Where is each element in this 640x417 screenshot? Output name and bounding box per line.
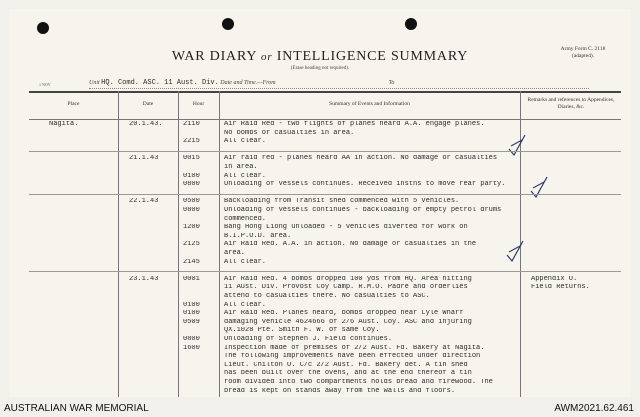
cell-summary: Unloading of Stephen J. Field continues. <box>224 336 393 343</box>
cell-summary: All clear. <box>224 301 267 309</box>
cell-hour: 2110 <box>183 121 200 128</box>
header-summary: Summary of Events and Information <box>329 101 410 107</box>
row-separator <box>29 271 621 272</box>
cell-hour: 0800 <box>183 336 200 343</box>
to-label: To <box>388 80 395 86</box>
check-mark-icon <box>529 175 549 199</box>
table-row <box>29 250 621 258</box>
table-row <box>29 121 621 129</box>
table-row <box>29 379 621 387</box>
table-row <box>29 293 621 301</box>
cell-hour: 2215 <box>183 138 200 146</box>
table-row <box>29 310 621 318</box>
table-row <box>29 207 621 215</box>
cell-date: 23.1.43 <box>129 275 159 283</box>
cell-summary: damaging vehicle 4624666 of 2/6 Aust. Coy. ASC and injuring <box>224 318 472 326</box>
cell-summary: Air Raid Red - two flights of planes heard A.A. engage planes. <box>224 121 485 128</box>
unit-line <box>89 79 589 89</box>
cell-summary: has been built over the ovens, and at the end thereof a tin <box>224 370 472 378</box>
cell-summary: Air Raid Red. A.A. in action. No damage or casualties in the <box>224 241 477 249</box>
punch-hole-center <box>222 18 234 30</box>
check-mark-icon <box>505 239 525 263</box>
table-row <box>29 388 621 396</box>
cell-summary: commenced. <box>224 215 267 223</box>
form-identifier <box>544 46 622 60</box>
cell-remarks: Appendix O. <box>531 275 578 283</box>
form-id-line2: (adapted). <box>571 53 595 59</box>
form-title <box>9 49 631 65</box>
cell-summary: QX.1028 Pte. Smith F. W. of same Coy. <box>224 327 380 335</box>
diary-page <box>9 9 631 397</box>
cell-summary: The following improvements have been effected under direction <box>224 353 481 361</box>
table-row <box>29 319 621 327</box>
table-row <box>29 302 621 310</box>
cell-summary: Bang Hong Liong unloaded - 5 vehicles diverted for work on <box>224 224 468 232</box>
cell-summary: bread is kept on stands away from the walls and floors. <box>224 387 456 395</box>
cell-hour: 0001 <box>183 275 200 283</box>
cell-hour: 1600 <box>183 344 200 352</box>
table-row <box>29 370 621 378</box>
title-rest: INTELLIGENCE SUMMARY <box>276 49 469 64</box>
cell-summary: Air raid red - planes heard AA in action. No damage or casualties <box>224 155 498 163</box>
cell-hour: 0800 <box>183 207 200 214</box>
table-row <box>29 276 621 284</box>
table-row <box>29 353 621 361</box>
table-row <box>29 259 621 267</box>
table-row <box>29 284 621 292</box>
cell-hour: 2125 <box>183 241 200 249</box>
cell-remarks: Field Returns. <box>531 284 590 292</box>
title-or: or <box>261 51 273 63</box>
punch-hole-right <box>405 18 417 30</box>
cell-summary: Inspection made of premises of 2/2 Aust. Fd. Bakery at Nagita. <box>224 344 485 352</box>
form-id-line1: Army Form C. 2118 <box>560 46 606 52</box>
table-row <box>29 164 621 172</box>
cell-summary: Lieut. Chilton O. C/c 2/2 Aust. Fd. Bakery det. A tin shed <box>224 361 468 369</box>
cell-date: 22.1.43 <box>129 198 159 206</box>
diary-table <box>29 91 621 397</box>
table-row <box>29 241 621 249</box>
title-main: WAR DIARY <box>171 49 257 64</box>
cell-hour: 1200 <box>183 224 200 232</box>
table-row <box>29 224 621 232</box>
cell-date: 21.1.43 <box>129 155 159 163</box>
table-row <box>29 362 621 370</box>
table-row <box>29 336 621 344</box>
cell-summary: Unloading of vessels continues. Received instns to move rear party. <box>224 181 506 189</box>
footer-institution: AUSTRALIAN WAR MEMORIAL <box>4 403 149 414</box>
cell-summary: All clear. <box>224 172 267 180</box>
cell-hour: 2145 <box>183 258 200 266</box>
unit-value: HQ. Comd. ASC. 11 Aust. Div. <box>101 79 219 87</box>
cell-summary: Air Raid Red. 4 bombs dropped 100 yds from HQ. Area hitting <box>224 275 472 283</box>
table-row <box>29 130 621 138</box>
cell-summary: All clear. <box>224 258 267 266</box>
cell-hour: 0015 <box>183 155 200 163</box>
cell-summary: B.I.P.O.D. area. <box>224 232 292 240</box>
cell-summary: in area. <box>224 164 258 171</box>
table-row <box>29 155 621 163</box>
cell-summary: Unloading of vessels continues - backloading of empty petrol drums <box>224 207 502 214</box>
corner-mark: 1 NOV <box>39 82 51 87</box>
table-row <box>29 216 621 224</box>
punch-hole-left <box>37 22 49 34</box>
cell-summary: attend to casualties there. No casualties to ASC. <box>224 293 430 300</box>
cell-hour: 0509 <box>183 318 200 326</box>
cell-summary: Air Raid Red. Planes heard, bombs dropped near Lyle Wharf <box>224 310 464 318</box>
cell-hour: 0100 <box>183 310 200 318</box>
header-hour: Hour <box>192 101 205 107</box>
check-mark-icon <box>507 133 527 157</box>
header-remarks: Remarks and references to Appendices, Diaries, &c. <box>527 97 615 110</box>
cell-summary: room divided into two compartments holds bread and firewood. The <box>224 379 493 386</box>
table-row <box>29 138 621 146</box>
form-subtitle: (Erase heading not required). <box>290 66 350 71</box>
footer-reference: AWM2021.62.461 <box>554 403 634 414</box>
table-row <box>29 233 621 241</box>
table-row <box>29 327 621 335</box>
cell-date: 20.1.43. <box>129 121 163 128</box>
cell-summary: All clear. <box>224 138 267 146</box>
header-place: Place <box>67 101 80 107</box>
header-date: Date <box>142 101 154 107</box>
unit-label: Unit <box>89 80 100 86</box>
row-separator <box>29 194 621 195</box>
cell-place: Nagita. <box>49 121 79 128</box>
cell-hour: 0100 <box>183 172 200 180</box>
date-time-label: Date and Time.—From <box>220 80 276 86</box>
cell-summary: No bombs or casualties in area. <box>224 129 355 137</box>
cell-summary: area. <box>224 250 246 257</box>
row-separator <box>29 151 621 152</box>
cell-hour: 0100 <box>183 301 200 309</box>
cell-summary: Backloading from Transit shed commenced with 5 vehicles. <box>224 198 460 206</box>
cell-hour: 0800 <box>183 181 200 189</box>
cell-hour: 0500 <box>183 198 200 206</box>
table-row <box>29 198 621 206</box>
cell-summary: 11 Aust. Div. Provost Coy Camp. R.M.O. Padre and orderlies <box>224 284 468 292</box>
table-row <box>29 345 621 353</box>
